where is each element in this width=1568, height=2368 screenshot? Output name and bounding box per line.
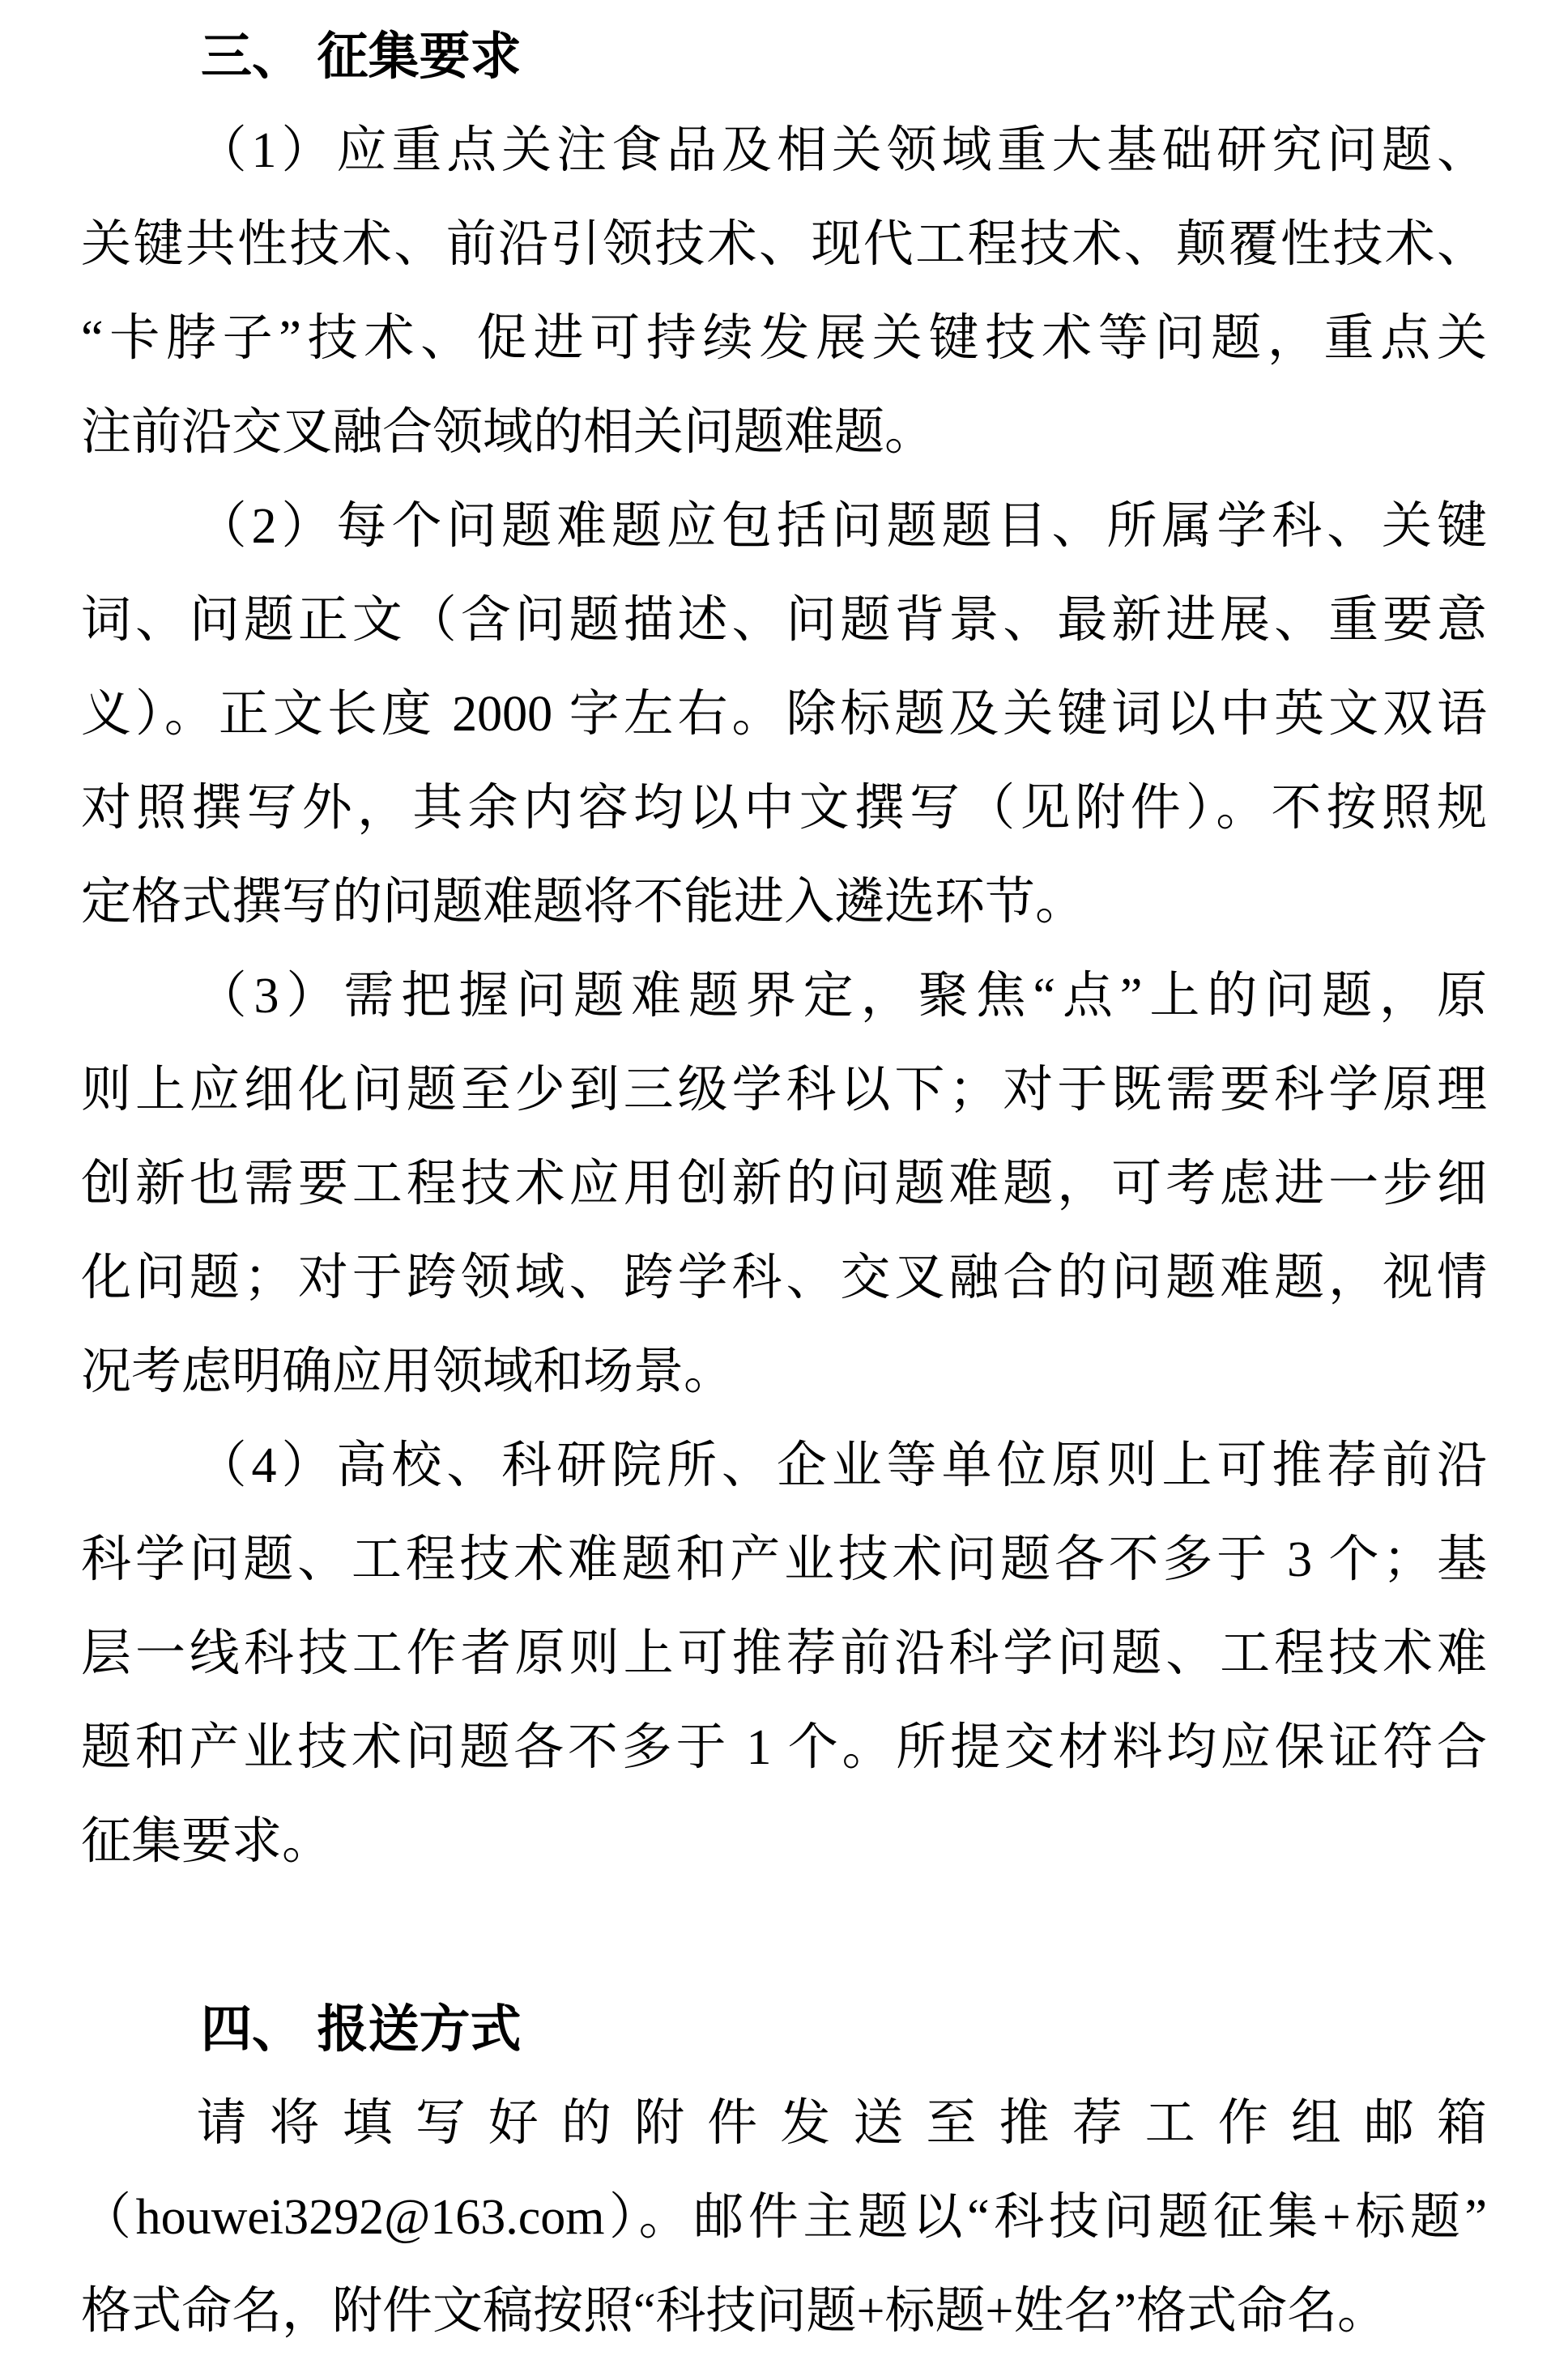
section-4-heading: 四、 报送方式 <box>201 2001 522 2058</box>
s4-p1-line-1: 请将填写好的附件发送至推荐工作组邮箱 <box>196 2096 1487 2151</box>
s3-p4-line-4: 题和产业技术问题各不多于 1 个。所提交材料均应保证符合 <box>81 1720 1487 1775</box>
s3-p1-line-3: “卡脖子”技术、促进可持续发展关键技术等问题，重点关 <box>81 311 1487 366</box>
s3-p3-line-4: 化问题；对于跨领域、跨学科、交叉融合的问题难题，视情 <box>81 1250 1487 1305</box>
blank-line <box>81 1889 1487 1983</box>
s4-p1-line-3: 格式命名，附件文稿按照“科技问题+标题+姓名”格式命名。 <box>81 2284 1387 2339</box>
s3-p3-line-5: 况考虑明确应用领域和场景。 <box>81 1344 735 1399</box>
s3-p4-line-3: 层一线科技工作者原则上可推荐前沿科学问题、工程技术难 <box>81 1626 1487 1681</box>
s4-p1-line-2: （houwei3292@163.com）。邮件主题以“科技问题征集+标题” <box>81 2190 1487 2245</box>
s3-p2-line-4: 对照撰写外，其余内容均以中文撰写（见附件）。不按照规 <box>81 781 1487 836</box>
s3-p1-line-1: （1）应重点关注食品及相关领域重大基础研究问题、 <box>196 123 1487 178</box>
s3-p3-line-2: 则上应细化问题至少到三级学科以下；对于既需要科学原理 <box>81 1063 1487 1118</box>
s3-p3-line-1: （3）需把握问题难题界定，聚焦“点”上的问题，原 <box>196 969 1487 1024</box>
s3-p1-line-4: 注前沿交叉融合领域的相关问题难题。 <box>81 405 935 460</box>
s3-p2-line-2: 词、问题正文（含问题描述、问题背景、最新进展、重要意 <box>81 593 1487 648</box>
s3-p1-line-2: 关键共性技术、前沿引领技术、现代工程技术、颠覆性技术、 <box>81 217 1487 272</box>
s3-p4-line-1: （4）高校、科研院所、企业等单位原则上可推荐前沿 <box>196 1438 1487 1493</box>
s3-p4-line-2: 科学问题、工程技术难题和产业技术问题各不多于 3 个；基 <box>81 1532 1487 1587</box>
s3-p2-line-5: 定格式撰写的问题难题将不能进入遴选环节。 <box>81 875 1086 930</box>
s3-p3-line-3: 创新也需要工程技术应用创新的问题难题，可考虑进一步细 <box>81 1156 1487 1212</box>
s3-p4-line-5: 征集要求。 <box>81 1814 333 1869</box>
section-3-heading: 三、 征集要求 <box>201 28 522 85</box>
s3-p2-line-1: （2）每个问题难题应包括问题题目、所属学科、关键 <box>196 499 1487 554</box>
s3-p2-line-3: 义）。正文长度 2000 字左右。除标题及关键词以中英文双语 <box>81 687 1487 742</box>
